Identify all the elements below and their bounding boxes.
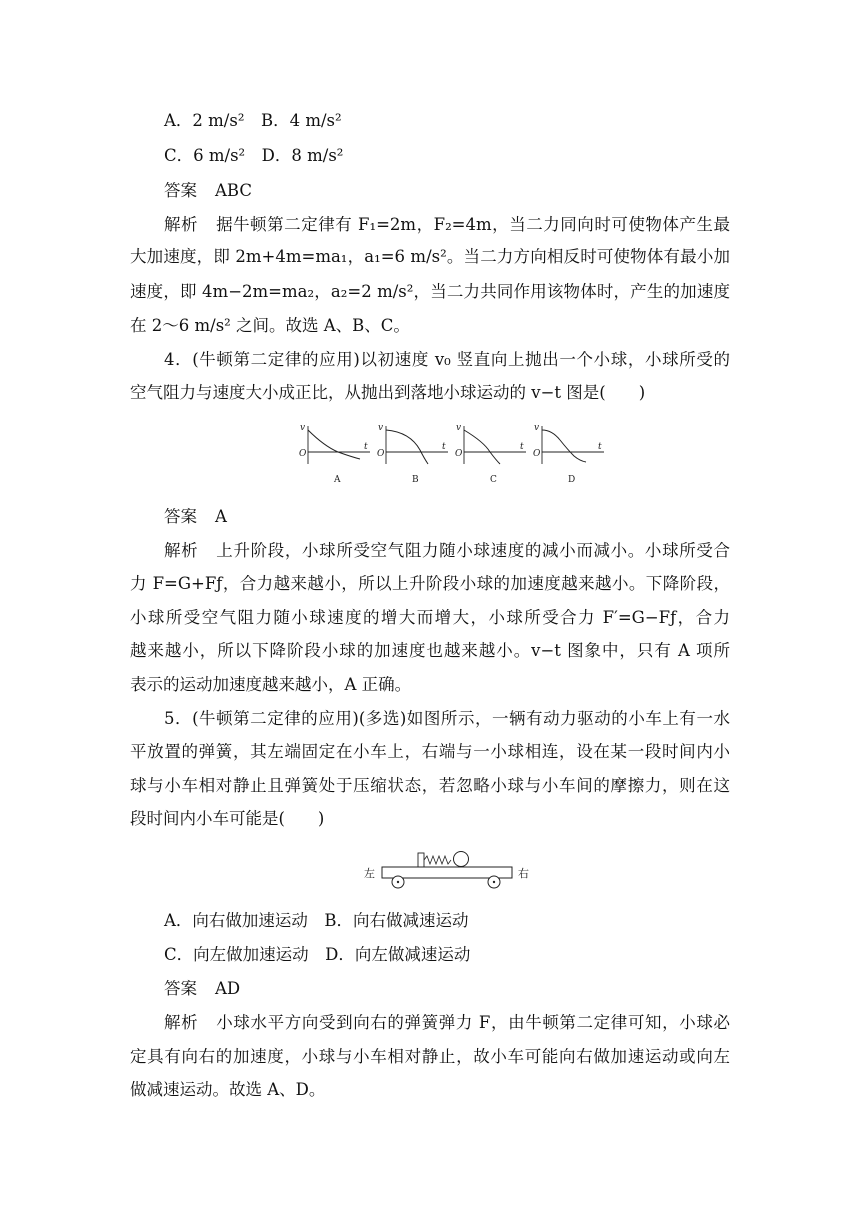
q5-answer-value: AD <box>215 979 241 998</box>
analysis-label: 解析 <box>164 1013 199 1032</box>
q3-analysis-line-4: 在 2～6 m/s² 之间。故选 A、B、C。 <box>130 316 410 335</box>
q5-stem-line-1: 5．(牛顿第二定律的应用)(多选)如图所示，一辆有动力驱动的小车上有一水 <box>164 709 730 728</box>
graph-c-label: C <box>490 475 497 485</box>
graph-b-origin: O <box>377 449 385 459</box>
graph-c-t-label: t <box>520 442 524 452</box>
graph-d-label: D <box>568 475 576 485</box>
answer-label: 答案 <box>164 181 197 200</box>
q4-stem-line-1: 4．(牛顿第二定律的应用)以初速度 v₀ 竖直向上抛出一个小球，小球所受的 <box>164 350 730 369</box>
graph-a <box>299 423 370 485</box>
graph-a-origin: O <box>299 449 307 459</box>
q3-option-c: C．6 m/s² <box>164 146 246 165</box>
left-label: 左 <box>364 867 375 880</box>
q5-option-b: B．向右做减速运动 <box>324 911 469 930</box>
graph-d-origin: O <box>533 449 541 459</box>
q4-analysis-line-1 <box>164 540 730 562</box>
graph-d-t-label: t <box>598 442 602 452</box>
graph-a-label: A <box>334 475 341 485</box>
q4-analysis-line-4: 越来越小，所以下降阶段小球的加速度也越来越小。v−t 图象中，只有 A 项所 <box>130 641 730 660</box>
ball <box>454 852 469 867</box>
graph-d <box>533 423 604 485</box>
q4-analysis-line-5: 表示的运动加速度越来越小，A 正确。 <box>130 675 412 694</box>
q5-stem-line-3: 球与小车相对静止且弹簧处于压缩状态，若忽略小球与小车间的摩擦力，则在这 <box>130 776 730 795</box>
graph-d-v-label: v <box>534 423 540 433</box>
q4-answer <box>164 506 764 528</box>
graph-b-label: B <box>412 475 419 485</box>
graph-b-t-label: t <box>442 442 446 452</box>
spring-mount <box>418 853 424 867</box>
q3-analysis-line-2: 大加速度，即 2m+4m=ma₁，a₁=6 m/s²。当二力方向相反时可使物体有最小加 <box>130 247 730 266</box>
answer-label: 答案 <box>164 979 197 998</box>
graph-a-v-label: v <box>300 423 306 433</box>
q5-answer <box>164 978 764 1000</box>
q3-options-row-2 <box>164 145 764 167</box>
answer-label: 答案 <box>164 507 197 526</box>
q4-stem-line-2: 空气阻力与速度大小成正比，从抛出到落地小球运动的 v−t 图是( ) <box>130 383 646 402</box>
analysis-label: 解析 <box>164 215 199 234</box>
graph-c <box>455 423 526 485</box>
q5-option-a: A．向右做加速运动 <box>164 911 308 930</box>
q5-stem-line-2: 平放置的弹簧，其左端固定在小车上，右端与一小球相连，设在某一段时间内小 <box>130 742 730 761</box>
q3-option-a: A．2 m/s² <box>164 111 245 130</box>
q4-analysis-line-3: 小球所受空气阻力随小球速度的增大而增大，小球所受合力 F′=G−Fƒ，合力 <box>130 608 730 627</box>
q3-option-b: B．4 m/s² <box>260 111 342 130</box>
analysis-label: 解析 <box>164 541 199 560</box>
q3-answer-value: ABC <box>215 181 252 200</box>
graph-c-origin: O <box>455 449 463 459</box>
graph-b-v-label: v <box>378 423 384 433</box>
q4-analysis-line-2: 力 F=G+Fƒ，合力越来越小，所以上升阶段小球的加速度越来越小。下降阶段， <box>130 574 730 593</box>
q5-options-row-1 <box>164 910 764 932</box>
q3-analysis-line-3: 速度，即 4m−2m=ma₂，a₂=2 m/s²，当二力共同作用该物体时，产生的加速度 <box>130 282 730 301</box>
q4-answer-value: A <box>215 507 227 526</box>
q3-analysis-line-1 <box>164 214 730 236</box>
graph-b <box>377 423 448 485</box>
q3-answer <box>164 180 764 202</box>
q5-options-row-2 <box>164 944 764 966</box>
graph-c-v-label: v <box>456 423 462 433</box>
q5-stem-line-4: 段时间内小车可能是( ) <box>130 809 325 828</box>
q5-option-d: D．向左做减速运动 <box>325 945 471 964</box>
q5-analysis-line-1 <box>164 1012 730 1034</box>
q5-cart-spring-figure <box>360 846 540 892</box>
q3-options-row-1 <box>164 110 764 132</box>
q4-analysis-text-1: 上升阶段，小球所受空气阻力随小球速度的减小而减小。小球所受合 <box>216 541 731 560</box>
q5-analysis-line-3: 做减速运动。故选 A、D。 <box>130 1080 326 1099</box>
q4-vt-graphs-figure <box>290 418 620 490</box>
right-label: 右 <box>518 867 529 880</box>
q5-analysis-text-1: 小球水平方向受到向右的弹簧弹力 F，由牛顿第二定律可知，小球必 <box>216 1013 731 1032</box>
graph-a-t-label: t <box>364 442 368 452</box>
q5-analysis-line-2: 定具有向右的加速度，小球与小车相对静止，故小车可能向右做加速运动或向左 <box>130 1047 730 1066</box>
q3-analysis-text-1: 据牛顿第二定律有 F₁=2m，F₂=4m，当二力同向时可使物体产生最 <box>216 215 731 234</box>
q5-option-c: C．向左做加速运动 <box>164 945 309 964</box>
spring <box>424 856 451 864</box>
q3-option-d: D．8 m/s² <box>261 146 344 165</box>
